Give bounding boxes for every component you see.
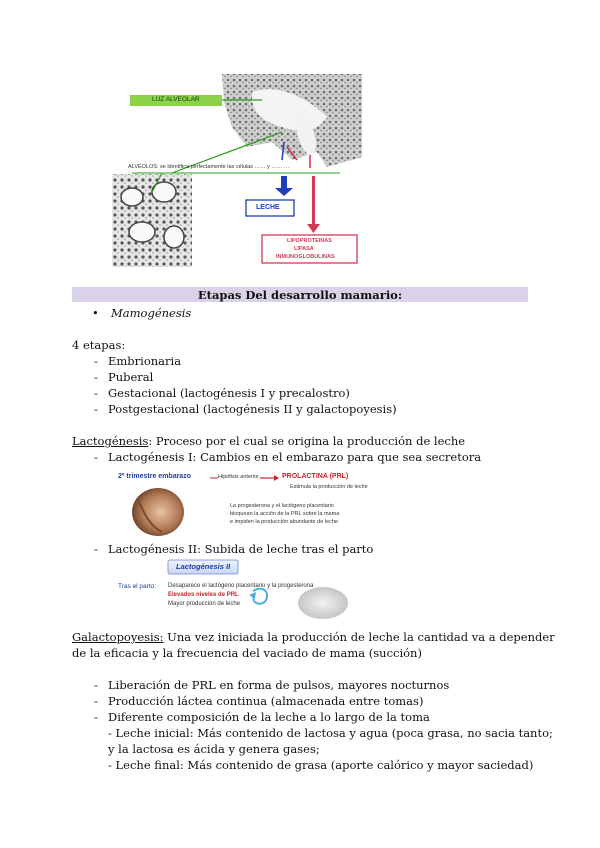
- fig2-header-left: 2º trimestre embarazo: [118, 473, 191, 480]
- galactopoyesis-term: Galactopoyesis:: [72, 630, 164, 644]
- stage-item: - Embrionaria: [108, 353, 181, 369]
- fig2-block-2: bloquean la acción de la PRL sobre la mama: [230, 511, 340, 517]
- luz-alveolar-label: LUZ ALVEOLAR: [152, 96, 200, 103]
- fig2-header-mid: Hipófisis anterior: [218, 474, 259, 480]
- leche-inicial-line1: - Leche inicial: Más contenido de lactosa y agua (poca grasa, no sacia tanto;: [108, 726, 553, 740]
- fig3-line3: Mayor producción de leche: [168, 601, 241, 607]
- lactogenesis-item-2: - Lactogénesis II: Subida de leche tras el parto: [108, 541, 373, 557]
- lipo-line-2: LIPASA: [294, 246, 314, 252]
- stage-item: - Postgestacional (lactogénesis II y galactopoyesis): [108, 401, 397, 417]
- galactopoyesis-definition: [72, 629, 555, 645]
- lactogenesis-term: Lactogénesis: [72, 434, 149, 448]
- bullet-dot: •: [92, 306, 99, 320]
- fig2-header-right: PROLACTINA (PRL): [282, 473, 349, 480]
- lipo-line-1: LIPOPROTEINAS: [287, 238, 332, 244]
- histology-figure: [112, 72, 367, 267]
- stages-intro: 4 etapas:: [72, 338, 126, 352]
- leche-inicial-line2: y la lactosa es ácida y genera gases;: [108, 742, 320, 756]
- stage-item: - Gestacional (lactogénesis I y precalostro): [108, 385, 350, 401]
- galactopoyesis-item: - Liberación de PRL en forma de pulsos, mayores nocturnos: [108, 677, 449, 693]
- fig2-line2: Estimula la producción de leche: [290, 484, 368, 490]
- alveolos-caption: ALVÉOLOS: se identifica perfectamente las células …… y …… …: [128, 164, 290, 170]
- lactogenesis-item-1: - Lactogénesis I: Cambios en el embarazo para que sea secretora: [108, 449, 481, 465]
- galactopoyesis-definition-text: Una vez iniciada la producción de leche la cantidad va a depender: [163, 630, 555, 644]
- lactogenesis-definition: [72, 433, 465, 449]
- fig2-block-3: e impiden la producción abundante de leche: [230, 519, 338, 525]
- galactopoyesis-definition-line2: de la eficacia y la frecuencia del vaciado de mama (succión): [72, 646, 422, 660]
- leche-label: LECHE: [256, 204, 280, 211]
- lactogenesis-definition-text: : Proceso por el cual se origina la producción de leche: [148, 434, 466, 448]
- fig2-block-1: La progesterona y el lactógeno placentario: [230, 503, 334, 509]
- lactogenesis-ii-figure: [118, 558, 348, 620]
- lipo-line-3: INMUNOGLOBULINAS: [276, 254, 335, 260]
- fig3-line1: Desaparece el lactógeno placentario y la progesterona: [168, 583, 314, 589]
- fig3-line2: Elevados niveles de PRL: [168, 592, 239, 598]
- bullet-mamogenesis: Mamogénesis: [111, 306, 192, 320]
- galactopoyesis-item: - Producción láctea continua (almacenada entre tomas): [108, 693, 423, 709]
- fig3-tras-label: Tras el parto:: [118, 583, 157, 590]
- section-heading: Etapas Del desarrollo mamario:: [197, 288, 403, 302]
- galactopoyesis-item: - Diferente composición de la leche a lo largo de la toma: [108, 709, 430, 725]
- fig3-title: Lactogénesis II: [176, 562, 231, 571]
- leche-final: - Leche final: Más contenido de grasa (aporte calórico y mayor saciedad): [108, 758, 534, 772]
- lactogenesis-i-figure: [118, 470, 388, 538]
- stage-item: - Puberal: [108, 369, 153, 385]
